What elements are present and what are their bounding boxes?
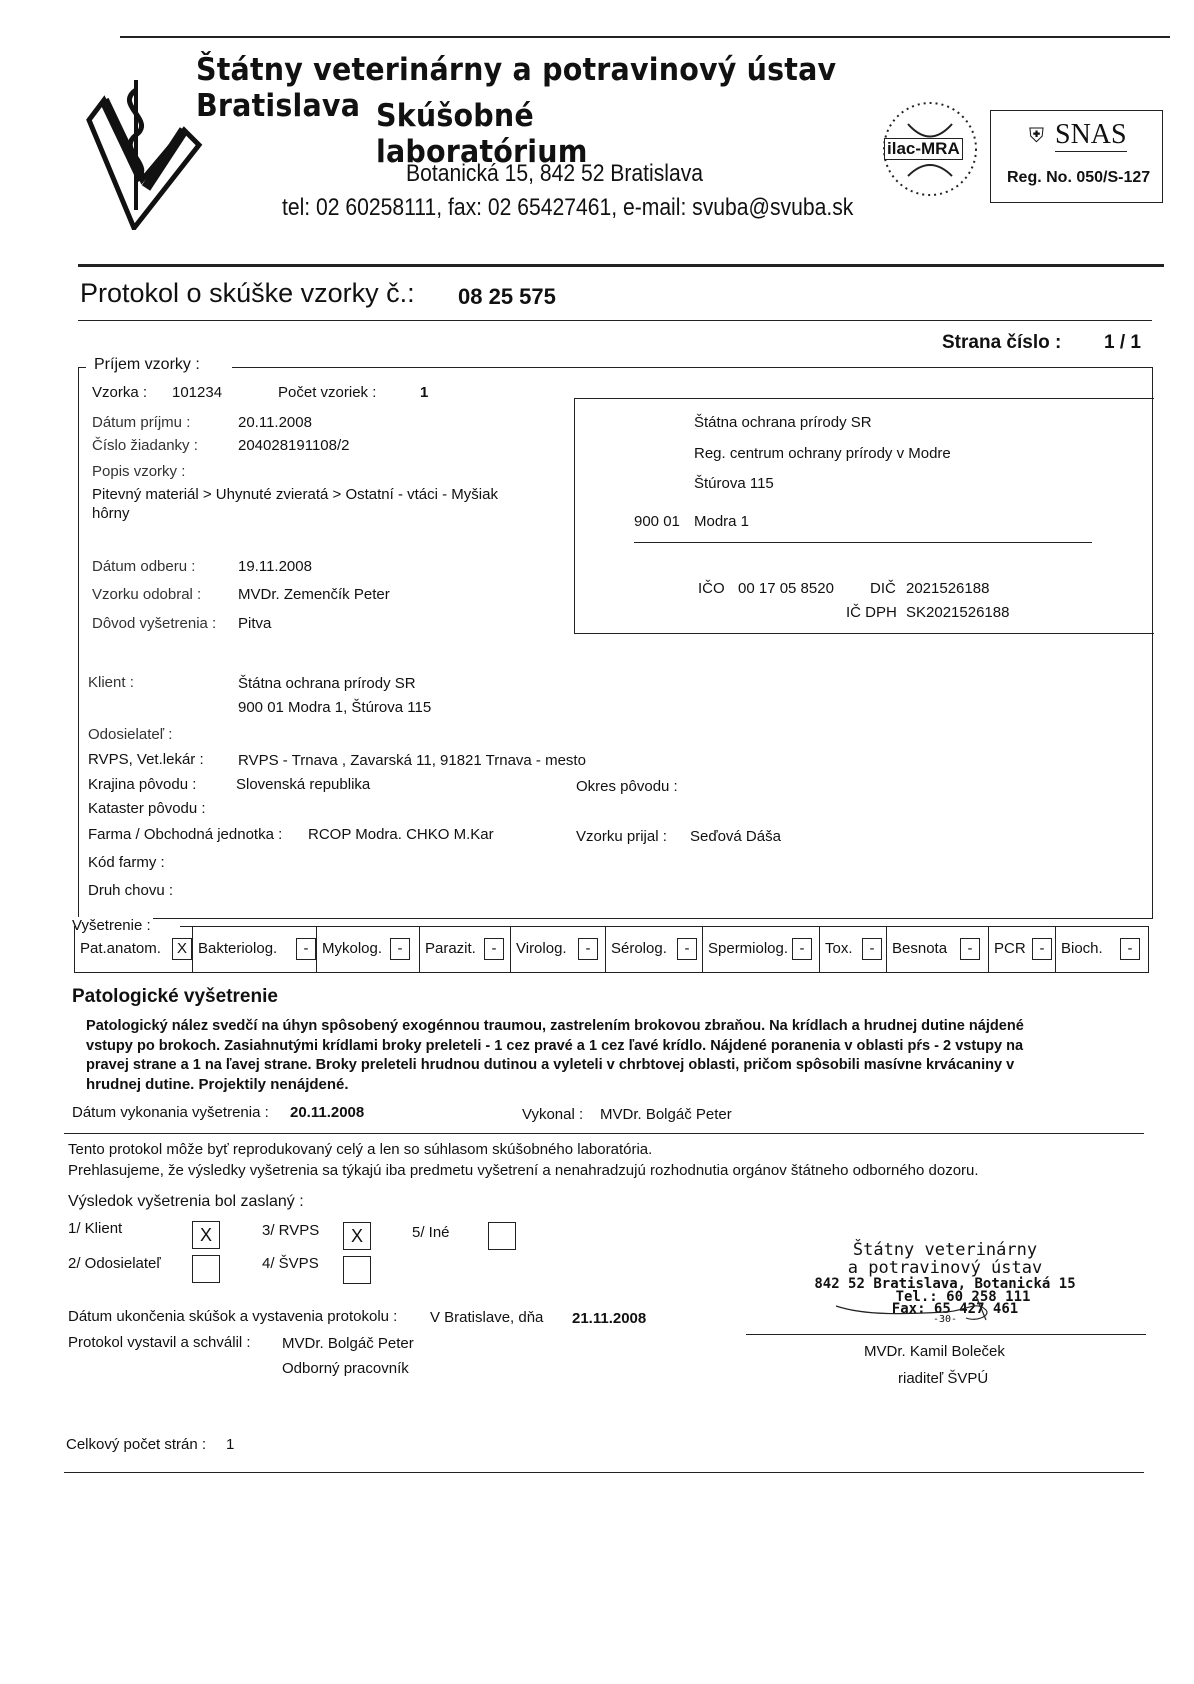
exam-cell-divider <box>316 926 317 972</box>
exam-label: Bioch. <box>1061 940 1103 957</box>
exam-label: Besnota <box>892 940 948 957</box>
pathology-finding-line3: pravej strane a 1 na ľavej strane. Broky preleteli hrudnou dutinou a vyleteli v chrbtovej oblasti, pričom spôsobili masívne krvácaniny v <box>86 1056 1015 1073</box>
exam-cell-divider <box>819 926 820 972</box>
reg-number: Reg. No. 050/S-127 <box>1007 169 1151 186</box>
country-label: Krajina pôvodu : <box>88 776 197 793</box>
pathology-rule <box>64 1133 1144 1134</box>
total-pages-value: 1 <box>226 1436 235 1453</box>
sampled-by-value: MVDr. Zemenčík Peter <box>238 586 390 603</box>
bottom-rule <box>64 1472 1144 1473</box>
request-label: Číslo žiadanky : <box>92 437 198 454</box>
reason-label: Dôvod vyšetrenia : <box>92 615 217 632</box>
exam-checkbox[interactable]: - <box>792 938 812 960</box>
exam-label: PCR <box>994 940 1026 957</box>
exam-checkbox[interactable]: - <box>960 938 980 960</box>
icdph-value: SK2021526188 <box>906 604 1010 621</box>
signature-rule <box>746 1334 1146 1335</box>
recipient-name: Štátna ochrana prírody SR <box>694 414 872 431</box>
exam-cell-divider <box>988 926 989 972</box>
opt2-label: 2/ Odosielateľ <box>68 1255 161 1272</box>
institute-name: Štátny veterinárny a potravinový ústav Bratislava <box>196 52 837 124</box>
exam-label: Tox. <box>825 940 853 957</box>
completion-label: Dátum ukončenia skúšok a vystavenia protokolu : <box>68 1308 398 1325</box>
description-line1: Pitevný materiál > Uhynuté zvieratá > Ostatní - vtáci - Myšiak <box>92 486 498 503</box>
protocol-title: Protokol o skúške vzorky č.: <box>80 278 415 308</box>
receipt-section-label: Príjem vzorky : <box>94 356 200 373</box>
sent-title: Výsledok vyšetrenia bol zaslaný : <box>68 1193 304 1210</box>
received-by-label: Vzorku prijal : <box>576 828 667 845</box>
ilac-mra-logo <box>880 94 980 204</box>
exam-cell-divider <box>605 926 606 972</box>
stamp-line2: a potravinový ústav <box>847 1258 1043 1278</box>
receipt-top-rule-right <box>232 367 1153 368</box>
exam-checkbox[interactable]: - <box>677 938 697 960</box>
client-line2: 900 01 Modra 1, Štúrova 115 <box>238 699 432 716</box>
institute-contact: tel: 02 60258111, fax: 02 65427461, e-mail: svuba@svuba.sk <box>282 194 854 221</box>
notice-line2: Prehlasujeme, že výsledky vyšetrenia sa týkajú iba predmetu vyšetrení a nenahradzujú rozhodnutia orgánov štátneho odborného dozoru. <box>68 1162 979 1179</box>
request-value: 204028191108/2 <box>238 437 350 454</box>
sender-label: Odosielateľ : <box>88 726 173 743</box>
receipt-top-rule-left <box>78 367 86 368</box>
opt4-label: 4/ ŠVPS <box>262 1255 319 1272</box>
stamp-line5: Fax: 65 427 461 <box>891 1301 1019 1317</box>
director-name: MVDr. Kamil Boleček <box>864 1343 1005 1360</box>
country-value: Slovenská republika <box>236 776 371 793</box>
pathology-finding-line4: hrudnej dutine. Projektily nenájdené. <box>86 1076 349 1093</box>
cadastre-label: Kataster pôvodu : <box>88 800 206 817</box>
exam-checkbox[interactable]: X <box>172 938 192 960</box>
exam-cell-divider <box>702 926 703 972</box>
page-label: Strana číslo : <box>942 332 1062 353</box>
exam-date-label: Dátum vykonania vyšetrenia : <box>72 1104 269 1121</box>
recipient-city: Modra 1 <box>694 513 750 530</box>
laboratory-name: Skúšobné laboratórium <box>376 98 588 170</box>
pathology-title: Patologické vyšetrenie <box>72 986 278 1007</box>
performed-value: MVDr. Bolgáč Peter <box>600 1106 732 1123</box>
opt1-checkbox[interactable]: X <box>192 1221 220 1249</box>
description-label: Popis vzorky : <box>92 463 186 480</box>
exam-checkbox[interactable]: - <box>1120 938 1140 960</box>
count-label: Počet vzoriek : <box>278 384 377 401</box>
client-line1: Štátna ochrana prírody SR <box>238 675 416 692</box>
snas-label: SNAS <box>1055 119 1127 150</box>
page-value: 1 / 1 <box>1104 332 1141 353</box>
opt5-checkbox[interactable] <box>488 1222 516 1250</box>
title-rule <box>78 320 1152 321</box>
total-pages-label: Celkový počet strán : <box>66 1436 207 1453</box>
recipient-street: Štúrova 115 <box>694 475 774 492</box>
date-received-label: Dátum príjmu : <box>92 414 191 431</box>
pathology-finding-line2: vstupy po brokoch. Zasiahnutými krídlami broky preleteli - 1 cez pravé a 1 cez ľavé krídlo. Nájdené poranenia v oblasti pŕs - 2 vstupy na <box>86 1037 1024 1054</box>
exam-label: Virolog. <box>516 940 567 957</box>
performed-label: Vykonal : <box>522 1106 584 1123</box>
sample-label: Vzorka : <box>92 384 148 401</box>
issued-name: MVDr. Bolgáč Peter <box>282 1335 414 1352</box>
dic-value: 2021526188 <box>906 580 990 597</box>
completion-date: 21.11.2008 <box>572 1310 647 1327</box>
farm-label: Farma / Obchodná jednotka : <box>88 826 283 843</box>
director-role: riaditeľ ŠVPÚ <box>898 1370 989 1387</box>
farm-value: RCOP Modra. CHKO M.Kar <box>308 826 494 843</box>
district-label: Okres pôvodu : <box>576 778 678 795</box>
opt3-label: 3/ RVPS <box>262 1222 320 1239</box>
exams-section-label: Vyšetrenie : <box>72 917 151 934</box>
ilac-label: ilac-MRA <box>884 138 963 160</box>
exam-label: Mykolog. <box>322 940 383 957</box>
notice-line1: Tento protokol môže byť reprodukovaný celý a len so súhlasom skúšobného laboratória. <box>68 1141 653 1158</box>
exam-cell-divider <box>1055 926 1056 972</box>
stamp-line3: 842 52 Bratislava, Botanická 15 <box>814 1276 1076 1292</box>
exam-label: Pat.anatom. <box>80 940 161 957</box>
exam-cell-divider <box>419 926 420 972</box>
header-bottom-rule <box>78 264 1164 267</box>
exam-date-value: 20.11.2008 <box>290 1104 365 1121</box>
sample-value: 101234 <box>172 384 223 401</box>
exam-checkbox[interactable]: - <box>390 938 410 960</box>
header-top-rule <box>120 36 1170 38</box>
opt5-label: 5/ Iné <box>412 1224 450 1241</box>
date-received-value: 20.11.2008 <box>238 414 312 431</box>
protocol-number: 08 25 575 <box>458 284 556 309</box>
pathology-finding-line1: Patologický nález svedčí na úhyn spôsobený exogénnou traumou, zastrelením brokovou zbraňou. Na krídlach a hrudnej dutine nájdené <box>86 1017 1024 1034</box>
exam-checkbox[interactable]: - <box>1032 938 1052 960</box>
rvps-value: RVPS - Trnava , Zavarská 11, 91821 Trnava - mesto <box>238 752 586 769</box>
ico-label: IČO <box>698 580 725 597</box>
exam-checkbox[interactable]: - <box>484 938 504 960</box>
exam-cell-divider <box>510 926 511 972</box>
exam-cell-divider <box>886 926 887 972</box>
recipient-rule <box>634 542 1092 543</box>
sampled-by-label: Vzorku odobral : <box>92 586 202 603</box>
reason-value: Pitva <box>238 615 272 632</box>
exam-checkbox[interactable]: - <box>296 938 316 960</box>
exam-label: Spermiolog. <box>708 940 789 957</box>
dic-label: DIČ <box>870 580 896 597</box>
exam-checkbox[interactable]: - <box>578 938 598 960</box>
icdph-label: IČ DPH <box>846 604 897 621</box>
count-value: 1 <box>420 384 429 401</box>
exam-label: Parazit. <box>425 940 476 957</box>
received-by-value: Seďová Dáša <box>690 828 781 845</box>
farm-code-label: Kód farmy : <box>88 854 165 871</box>
description-line2: hôrny <box>92 505 130 522</box>
issued-label: Protokol vystavil a schválil : <box>68 1334 251 1351</box>
exam-label: Bakteriolog. <box>198 940 278 957</box>
opt2-checkbox[interactable] <box>192 1255 220 1283</box>
recipient-centre: Reg. centrum ochrany prírody v Modre <box>694 445 951 462</box>
exam-cell-divider <box>192 926 193 972</box>
date-sampling-value: 19.11.2008 <box>238 558 312 575</box>
snas-shield-icon: ⛨ <box>1029 125 1044 147</box>
date-sampling-label: Dátum odberu : <box>92 558 196 575</box>
exam-label: Sérolog. <box>611 940 667 957</box>
breeding-label: Druh chovu : <box>88 882 174 899</box>
institute-logo <box>84 60 204 230</box>
director-signature <box>826 1292 1026 1332</box>
recipient-zip: 900 01 <box>634 513 680 530</box>
completion-place: V Bratislave, dňa <box>430 1309 544 1326</box>
client-label: Klient : <box>88 674 134 691</box>
stamp-line4: Tel.: 60 258 111 <box>895 1289 1031 1305</box>
issued-role: Odborný pracovník <box>282 1360 409 1377</box>
stamp-line6: -30- <box>932 1314 958 1325</box>
snas-box <box>990 110 1163 203</box>
institute-address: Botanická 15, 842 52 Bratislava <box>406 160 704 187</box>
opt1-label: 1/ Klient <box>68 1220 123 1237</box>
stamp-line1: Štátny veterinárny <box>852 1240 1038 1260</box>
exam-checkbox[interactable]: - <box>862 938 882 960</box>
rvps-label: RVPS, Vet.lekár : <box>88 751 204 768</box>
opt4-checkbox[interactable] <box>343 1256 371 1284</box>
ico-value: 00 17 05 8520 <box>738 580 834 597</box>
opt3-checkbox[interactable]: X <box>343 1222 371 1250</box>
